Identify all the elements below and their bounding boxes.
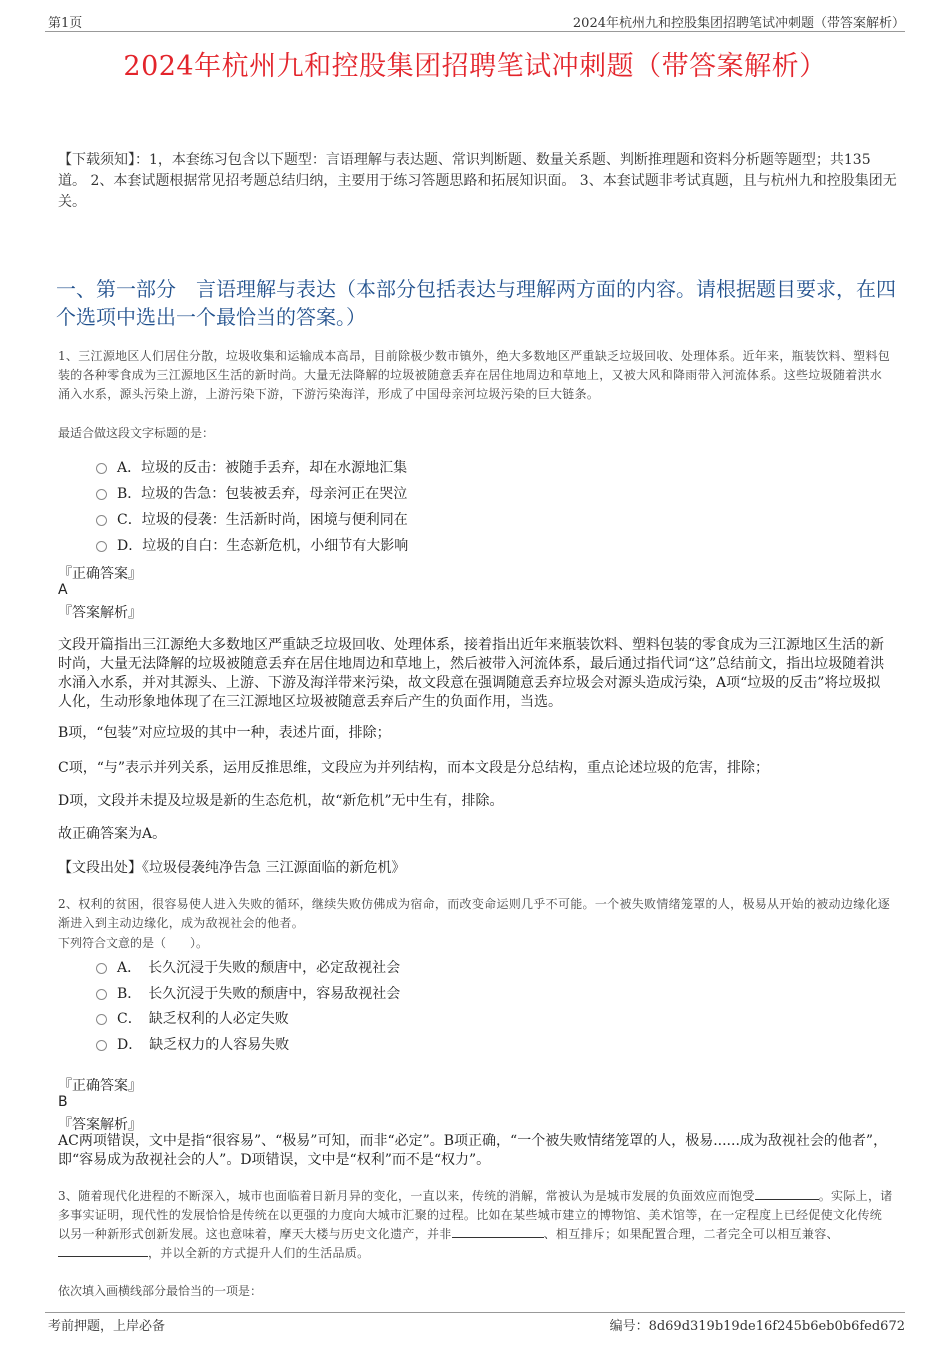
question-1-prompt: 最适合做这段文字标题的是：: [58, 426, 215, 440]
question-1-conclusion: 故正确答案为A。: [58, 826, 167, 842]
blank-2: [452, 1225, 544, 1238]
question-3-prompt: 依次填入画横线部分最恰当的一项是：: [58, 1284, 263, 1298]
question-2-option-c[interactable]: [96, 1008, 289, 1028]
radio-icon[interactable]: [96, 515, 107, 526]
option-label: C．垃圾的侵袭：生活新时尚，困境与便利同在: [117, 512, 408, 528]
footer-slogan: 考前押题，上岸必备: [48, 1319, 166, 1334]
option-label: D． 缺乏权力的人容易失败: [117, 1037, 290, 1053]
question-2-analysis-label: 『答案解析』: [58, 1117, 142, 1133]
question-2-answer-label: 『正确答案』: [58, 1078, 142, 1094]
footer-divider: [45, 1312, 905, 1313]
question-1-answer: A: [58, 582, 68, 598]
option-label: B． 长久沉浸于失败的颓唐中，容易敌视社会: [117, 986, 401, 1002]
blank-3: [58, 1244, 148, 1257]
radio-icon[interactable]: [96, 1014, 107, 1025]
question-2-analysis: AC两项错误，文中是指“很容易”、“极易”可知，而非“必定”。B项正确，“一个被失败情绪笼罩的人，极易......成为敌视社会的他者”，即“容易成为敌视社会的人”。D项错误，文中是“权利”而不是“权力”。: [58, 1133, 888, 1168]
question-1-answer-label: 『正确答案』: [58, 566, 142, 582]
blank-1: [755, 1187, 819, 1200]
question-2-text: 2、权利的贫困，很容易使人进入失败的循环，继续失败仿佛成为宿命，而改变命运则几乎不可能。一个被失败情绪笼罩的人，极易从开始的被动边缘化逐渐进入到主动边缘化，成为敌视社会的他者。: [58, 897, 891, 930]
radio-icon[interactable]: [96, 1040, 107, 1051]
radio-icon[interactable]: [96, 989, 107, 1000]
question-1-analysis-d: D项，文段并未提及垃圾是新的生态危机，故“新危机”无中生有，排除。: [58, 793, 504, 809]
option-label: C． 缺乏权利的人必定失败: [117, 1011, 289, 1027]
question-3-text-part-2: 。实际上，诸多事实证明，现代性的发展恰恰是传统在以更强的力度向大城市汇聚的过程。比如在某些城市建立的博物馆、美术馆等，在一定程度上已经促使文化传统以另一种新形式创新发展。这也意味着，摩天大楼与历史文化遗产，并非: [58, 1189, 893, 1241]
radio-icon[interactable]: [96, 489, 107, 500]
radio-icon[interactable]: [96, 463, 107, 474]
question-1-analysis-label: 『答案解析』: [58, 605, 142, 621]
option-label: A．垃圾的反击：被随手丢弃，却在水源地汇集: [117, 460, 408, 476]
question-3-text-part-4: ，并以全新的方式提升人们的生活品质。: [148, 1246, 370, 1260]
question-1-analysis-main: 文段开篇指出三江源绝大多数地区严重缺乏垃圾回收、处理体系，接着指出近年来瓶装饮料、塑料包装的零食成为三江源地区生活的新时尚，大量无法降解的垃圾被随意丢弃在居住地周边和草地上，然后被带入河流体系，最后通过指代词“这”总结前文，指出垃圾随着洪水涌入水系，并对其源头、上游、下游及海洋带来污染，故文段意在强调随意丢弃垃圾会对源头造成污染，A项“垃圾的反击”将垃圾拟人化，生动形象地体现了在三江源地区垃圾被随意丢弃后产生的负面作用，当选。: [58, 637, 885, 710]
radio-icon[interactable]: [96, 963, 107, 974]
question-1-text: 1、三江源地区人们居住分散，垃圾收集和运输成本高昂，目前除极少数市镇外，绝大多数地区严重缺乏垃圾回收、处理体系。近年来，瓶装饮料、塑料包装的各种零食成为三江源地区生活的新时尚。大量无法降解的垃圾被随意丢弃在居住地周边和草地上，又被大风和降雨带入河流体系。这些垃圾随着洪水涌入水系，源头污染上游，上游污染下游，下游污染海洋，形成了中国母亲河垃圾污染的巨大链条。: [58, 349, 891, 401]
question-3-text-part-3: 、相互排斥；如果配置合理，二者完全可以相互兼容、: [543, 1227, 839, 1241]
option-label: D．垃圾的自白：生态新危机，小细节有大影响: [117, 538, 409, 554]
question-2-prompt: 下列符合文意的是（ ）。: [58, 936, 209, 950]
page-title: 2024年杭州九和控股集团招聘笔试冲刺题（带答案解析）: [123, 51, 827, 82]
header-divider: [45, 31, 905, 32]
option-label: A． 长久沉浸于失败的颓唐中，必定敌视社会: [117, 960, 401, 976]
question-3-text: [58, 1187, 894, 1263]
header-page-number: 第1页: [48, 16, 83, 31]
question-1-option-d[interactable]: [96, 535, 408, 555]
question-3-text-part-1: 3、随着现代化进程的不断深入，城市也面临着日新月异的变化，一直以来，传统的消解，常被认为是城市发展的负面效应而饱受: [58, 1189, 755, 1203]
section-heading: 一、第一部分 言语理解与表达（本部分包括表达与理解两方面的内容。请根据题目要求，在四个选项中选出一个最恰当的答案。）: [56, 277, 896, 329]
question-2-option-b[interactable]: [96, 983, 400, 1003]
footer-document-id: 编号：8d69d319b19de16f245b6eb0b6fed672: [609, 1319, 905, 1334]
question-1-option-c[interactable]: [96, 509, 408, 529]
header-document-title: 2024年杭州九和控股集团招聘笔试冲刺题（带答案解析）: [572, 16, 905, 31]
question-1-source: 【文段出处】《垃圾侵袭纯净告急 三江源面临的新危机》: [58, 860, 406, 876]
question-2-option-d[interactable]: [96, 1034, 289, 1054]
question-1-analysis-c: C项，“与”表示并列关系，运用反推思维，文段应为并列结构，而本文段是分总结构，重点论述垃圾的危害，排除；: [58, 760, 770, 776]
question-1-option-a[interactable]: [96, 457, 407, 477]
question-2-answer: B: [58, 1094, 68, 1110]
download-notice: 【下载须知】：1，本套练习包含以下题型：言语理解与表达题、常识判断题、数量关系题、判断推理题和资料分析题等题型；共135道。 2、本套试题根据常见招考题总结归纳，主要用于练习答题思路和拓展知识面。 3、本套试题非考试真题，且与杭州九和控股集团无关。: [58, 152, 897, 210]
radio-icon[interactable]: [96, 541, 107, 552]
question-2-option-a[interactable]: [96, 957, 400, 977]
question-1-option-b[interactable]: [96, 483, 407, 503]
option-label: B．垃圾的告急：包装被丢弃，母亲河正在哭泣: [117, 486, 408, 502]
question-1-analysis-b: B项，“包装”对应垃圾的其中一种，表述片面，排除；: [58, 725, 391, 741]
